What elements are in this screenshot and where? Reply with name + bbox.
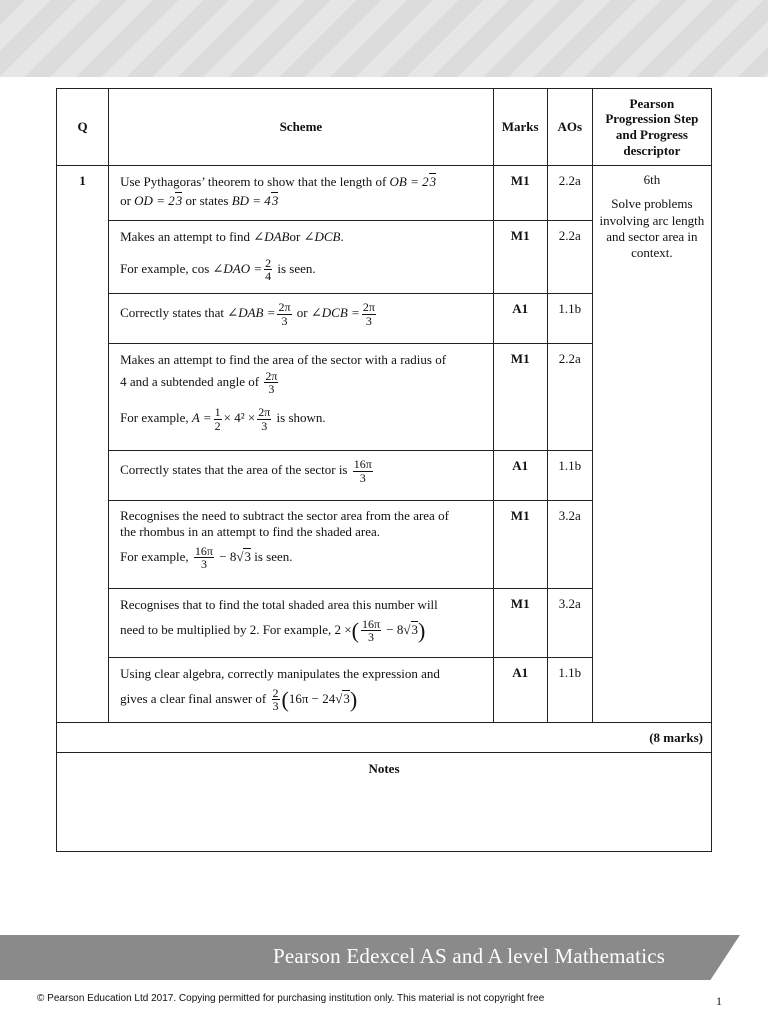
scheme-text: Recognises the need to subtract the sector area from the area of [120, 508, 449, 523]
mark-value: M1 [493, 589, 547, 658]
math-expression: ∠DAO = [212, 260, 263, 276]
scheme-text: Makes an attempt to find the area of the sector with a radius of [120, 352, 447, 367]
scheme-text: is seen. [250, 548, 293, 564]
math-expression: ) [418, 617, 426, 643]
scheme-text: the rhombus in an attempt to find the shaded area. [120, 524, 381, 540]
question-number: 1 [57, 166, 109, 723]
ao-value: 1.1b [547, 658, 592, 723]
math-expression: 3 [244, 548, 251, 564]
table-header-row [57, 89, 712, 166]
scheme-cell [109, 344, 494, 451]
notes-row [57, 753, 712, 852]
ao-value: 3.2a [547, 589, 592, 658]
header-descriptor: Pearson Progression Step and Progress descriptor [592, 89, 711, 166]
scheme-cell: Recognises the need to subtract the sector area from the area of the rhombus in an attempt to find the shaded area. For example, $\frac{16\pi}{3}$ − 8√3 is seen. [109, 501, 494, 589]
mark-value: M1 [493, 344, 547, 451]
progress-descriptor [592, 166, 711, 723]
total-row [57, 723, 712, 753]
math-expression: 2 × [334, 621, 352, 637]
notes-heading: Notes [57, 753, 712, 852]
scheme-cell [109, 166, 494, 221]
scheme-text: For example, [120, 548, 192, 564]
ao-value: 2.2a [547, 166, 592, 221]
math-expression: ∠DAB [253, 229, 290, 244]
scheme-text: is shown. [273, 410, 326, 426]
math-expression: ∠DCB [303, 229, 341, 244]
scheme-text: or [293, 305, 311, 321]
fraction: $\frac{2\pi}{3}$ [258, 405, 271, 433]
scheme-text: Makes an attempt to find [120, 229, 254, 244]
math-expression: ( [351, 617, 359, 643]
header-aos: AOs [547, 89, 592, 166]
scheme-text: 4 and a subtended angle of [120, 373, 263, 389]
math-expression: × 4² × [223, 410, 256, 426]
header-q: Q [57, 89, 109, 166]
scheme-cell [109, 294, 494, 344]
scheme-cell [109, 221, 494, 294]
math-expression: 16π − 24 [288, 690, 336, 706]
fraction: $\frac{2\pi}{3}$ [278, 300, 291, 328]
math-expression: ( [281, 686, 289, 712]
math-expression: BD = 43 [231, 192, 279, 208]
header-marks: Marks [493, 89, 547, 166]
scheme-text: Correctly states that the area of the sector is [120, 462, 351, 478]
scheme-text: or [120, 192, 135, 208]
math-expression: 3 [411, 621, 419, 637]
mark-value: A1 [493, 451, 547, 501]
fraction: $\frac{2\pi}{3}$ [265, 368, 278, 397]
scheme-cell [109, 451, 494, 501]
math-expression: ) [349, 686, 358, 712]
math-expression: A = [191, 410, 212, 426]
mark-value: A1 [493, 658, 547, 723]
fraction: $\frac{16\pi}{3}$ [194, 543, 213, 572]
scheme-text: For example, cos [120, 260, 213, 276]
scheme-text: or states [185, 192, 232, 208]
ao-value: 1.1b [547, 451, 592, 501]
scheme-cell: Recognises that to find the total shaded area this number will need to be multiplied by 2. For example, 2 ×( $\frac{16\pi}{3}$ − 8√3) [109, 589, 494, 658]
scheme-text: Use Pythagoras’ theorem to show that the length of [120, 174, 390, 189]
mark-value: A1 [493, 294, 547, 344]
table-row [57, 166, 712, 221]
math-expression: 3 [343, 690, 350, 706]
footer-title: Pearson Edexcel AS and A level Mathematics [273, 944, 666, 968]
scheme-text: or [289, 229, 304, 244]
math-expression: − 8 [383, 621, 404, 637]
math-expression: ∠DAB = [227, 305, 276, 321]
fraction: $\frac{1}{2}$ [214, 405, 221, 433]
mark-value: M1 [493, 501, 547, 589]
scheme-cell: Using clear algebra, correctly manipulates the expression and gives a clear final answer of $\frac{2}{3}$ (16π − 24√3) [109, 658, 494, 723]
ao-value: 2.2a [547, 344, 592, 451]
progression-step: 6th [643, 172, 661, 187]
ao-value: 2.2a [547, 221, 592, 294]
header-band [0, 0, 768, 77]
math-expression: − 8 [215, 548, 237, 564]
ao-value: 3.2a [547, 501, 592, 589]
mark-value: M1 [493, 166, 547, 221]
descriptor-text: Solve problems involving arc length and sector area in context. [599, 196, 705, 260]
mark-value: M1 [493, 221, 547, 294]
scheme-text: For example, [120, 410, 192, 426]
scheme-text: . [340, 229, 344, 244]
fraction: $\frac{2}{4}$ [265, 255, 272, 284]
scheme-text: Recognises that to find the total shaded area this number will [120, 597, 438, 612]
total-marks: (8 marks) [57, 723, 712, 753]
scheme-text: need to be multiplied by 2. For example, [120, 621, 335, 637]
math-expression: OD = 23 [134, 192, 183, 208]
scheme-text: is seen. [274, 260, 316, 276]
scheme-text: Using clear algebra, correctly manipulates the expression and [120, 666, 440, 681]
math-expression: OB = 23 [389, 174, 437, 189]
copyright-notice: © Pearson Education Ltd 2017. Copying permitted for purchasing institution only. This material is not copyright free [37, 993, 545, 1004]
fraction: $\frac{2\pi}{3}$ [362, 300, 375, 328]
mark-scheme-table [56, 88, 712, 852]
fraction: $\frac{2}{3}$ [272, 685, 279, 714]
fraction: $\frac{16\pi}{3}$ [361, 616, 381, 645]
scheme-text: Correctly states that [120, 305, 228, 321]
math-expression: ∠DCB = [310, 305, 360, 321]
header-scheme: Scheme [109, 89, 494, 166]
page-number: 1 [716, 994, 722, 1008]
scheme-text: gives a clear final answer of [120, 690, 270, 706]
fraction: $\frac{16\pi}{3}$ [353, 457, 372, 485]
ao-value: 1.1b [547, 294, 592, 344]
